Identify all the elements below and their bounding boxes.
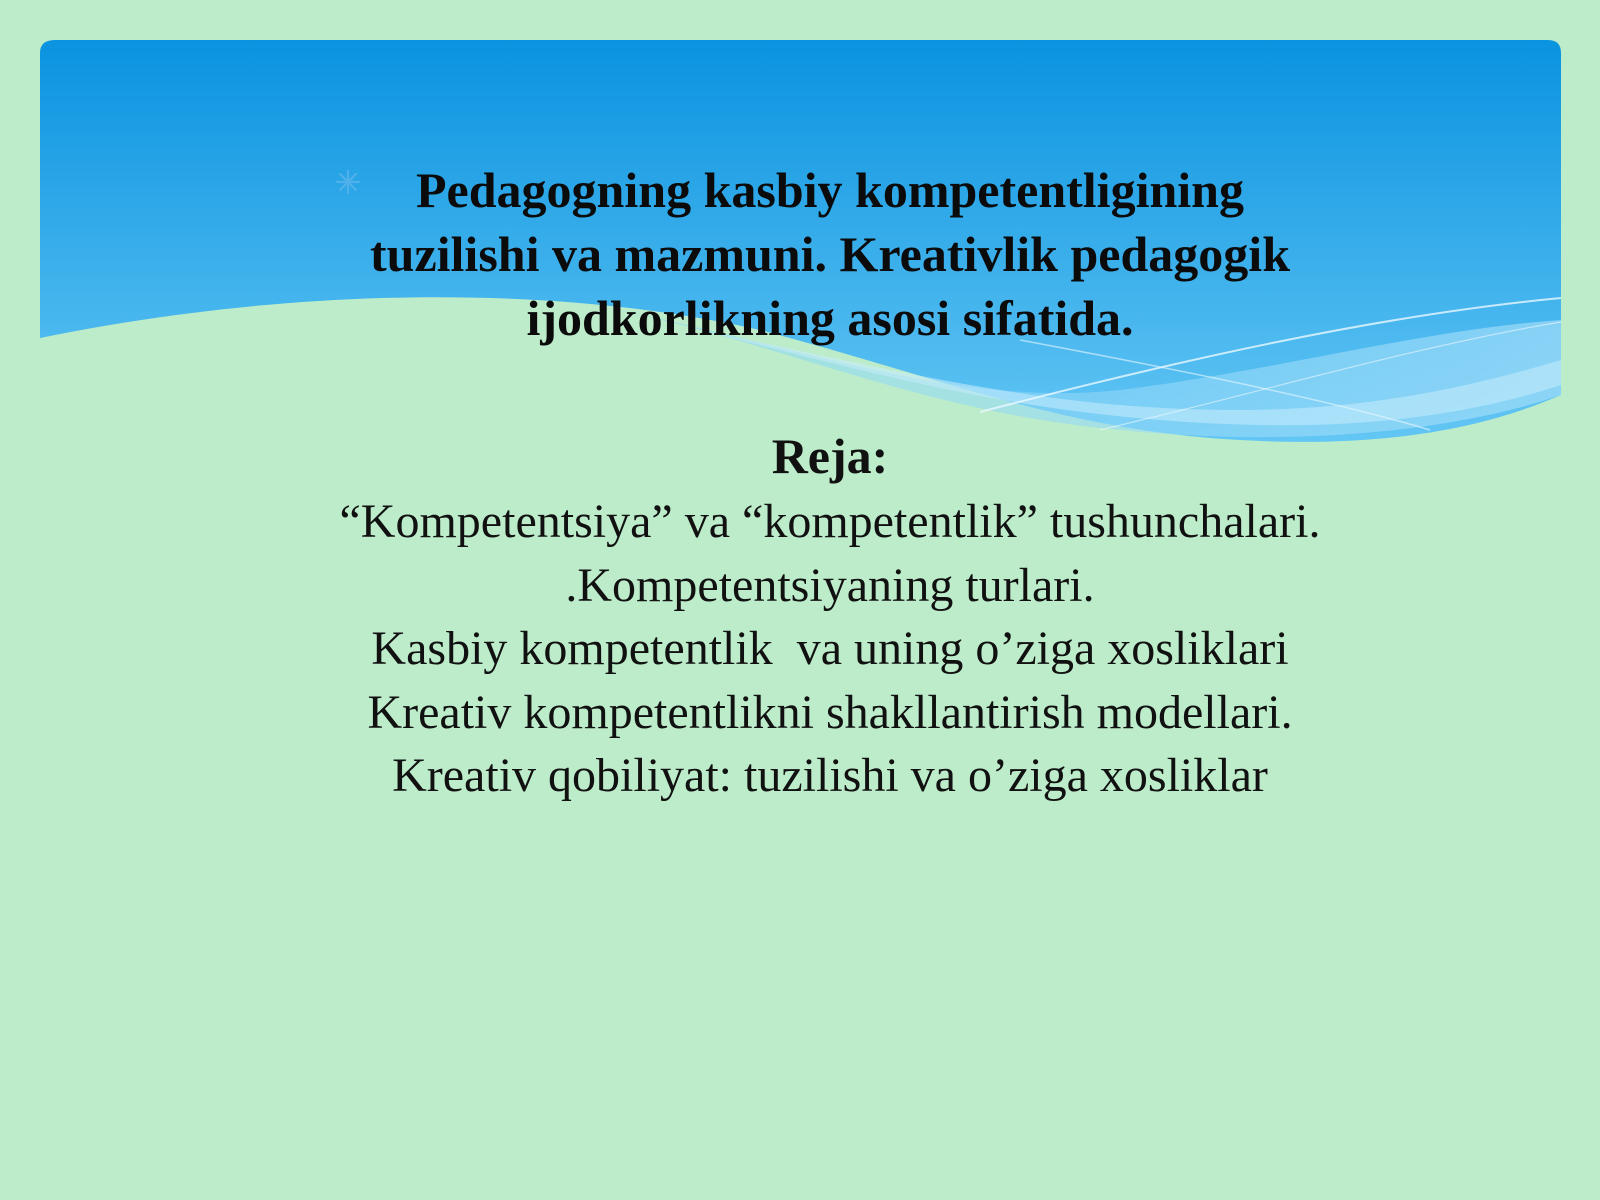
plan-heading: Reja:	[771, 428, 889, 484]
plan-item: .Kompetentsiyaning turlari.	[565, 558, 1095, 612]
title-line: ijodkorlikning asosi sifatida.	[526, 290, 1134, 346]
title-line: Pedagogning kasbiy kompetentligining	[416, 162, 1244, 218]
plan-list	[200, 490, 1460, 808]
plan-item: Kreativ qobiliyat: tuzilishi va o’ziga xosliklar	[392, 749, 1268, 802]
plan-item: “Kompetentsiya” va “kompetentlik” tushunchalari.	[339, 495, 1321, 548]
slide-title	[290, 158, 1370, 350]
title-line: tuzilishi va mazmuni. Kreativlik pedagogik	[370, 226, 1290, 282]
plan-item: Kreativ kompetentlikni shakllantirish modellari.	[367, 685, 1293, 739]
plan-item: Kasbiy kompetentlik va uning o’ziga xosliklari	[371, 622, 1289, 675]
